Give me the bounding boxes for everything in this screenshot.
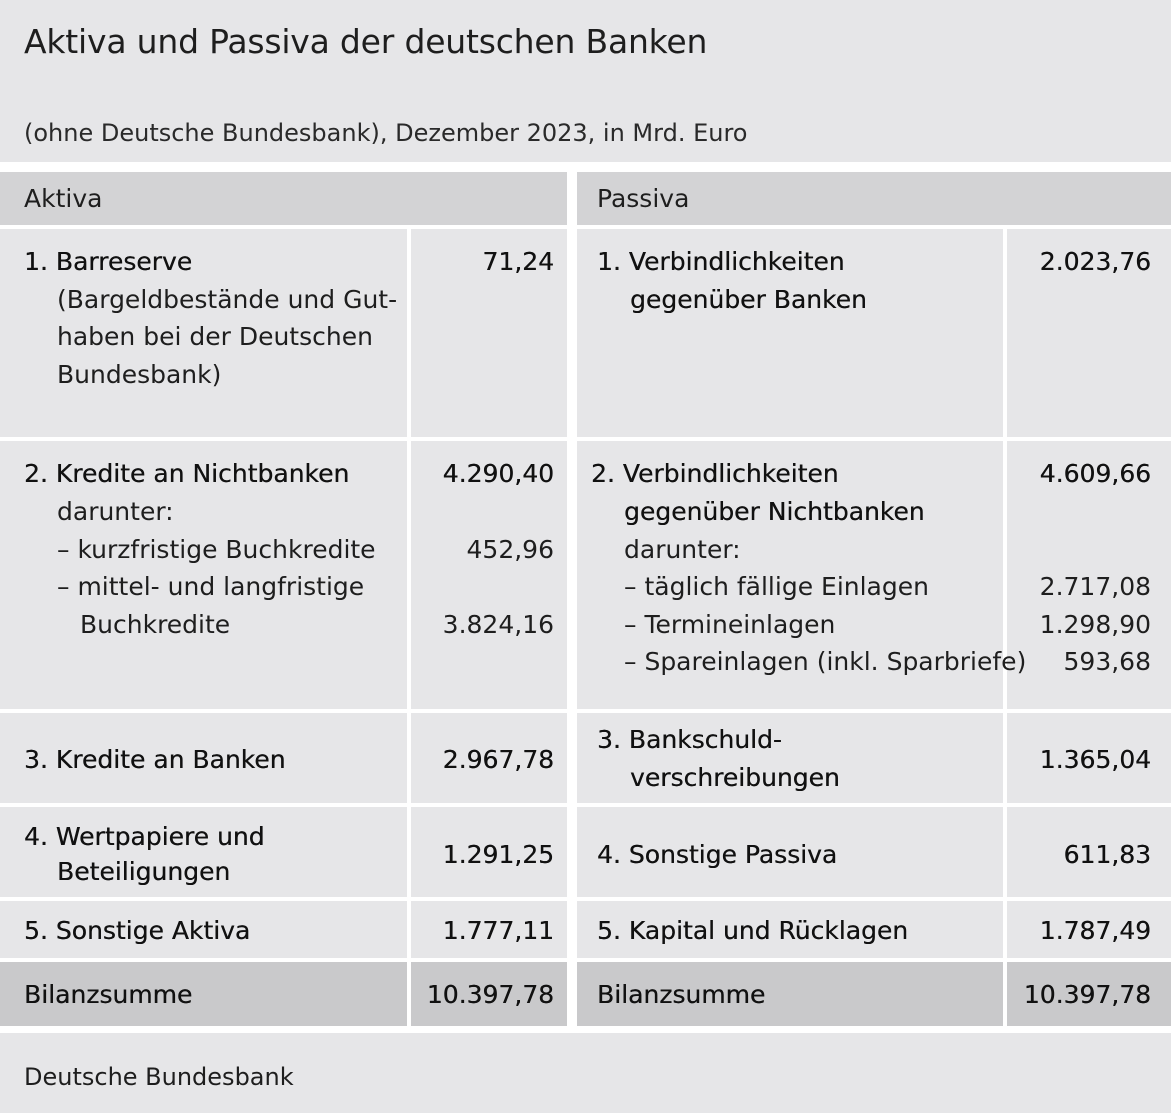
aktiva-item-sub: darunter: — [57, 497, 174, 526]
passiva-item-label: 3. Bankschuld- — [597, 725, 782, 754]
source-note: Deutsche Bundesbank — [24, 1063, 294, 1091]
passiva-item-label: gegenüber Nichtbanken — [624, 497, 925, 526]
aktiva-item-label: 2. Kredite an Nichtbanken — [24, 459, 350, 488]
passiva-item-label: gegenüber Banken — [630, 285, 867, 314]
aktiva-item-label: Beteiligungen — [57, 857, 231, 886]
aktiva-item-subvalue: 452,96 — [466, 535, 554, 564]
passiva-item-label: 2. Verbindlichkeiten — [591, 459, 839, 488]
passiva-item-value: 611,83 — [1063, 840, 1151, 869]
aktiva-item-sub: Buchkredite — [80, 610, 231, 639]
passiva-item-label: 1. Verbindlichkeiten — [597, 247, 845, 276]
aktiva-item-label: 4. Wertpapiere und — [24, 822, 265, 851]
passiva-item-label: 4. Sonstige Passiva — [597, 840, 838, 869]
passiva-item-value: 1.787,49 — [1039, 916, 1151, 945]
aktiva-item-label: 3. Kredite an Banken — [24, 745, 286, 774]
passiva-header: Passiva — [597, 184, 690, 213]
passiva-total-label: Bilanzsumme — [597, 980, 766, 1009]
passiva-item-sub: – Termineinlagen — [624, 610, 836, 639]
aktiva-item-value: 1.291,25 — [442, 840, 554, 869]
aktiva-item-label: 5. Sonstige Aktiva — [24, 916, 251, 945]
aktiva-item-sub: – kurzfristige Buchkredite — [57, 535, 376, 564]
aktiva-header: Aktiva — [24, 184, 103, 213]
aktiva-item-label: 1. Barreserve — [24, 247, 193, 276]
aktiva-item-value: 4.290,40 — [442, 459, 554, 488]
aktiva-item-sub: haben bei der Deutschen — [57, 322, 373, 351]
passiva-total-value: 10.397,78 — [1023, 980, 1151, 1009]
passiva-item-sub: darunter: — [624, 535, 741, 564]
passiva-item-value: 1.365,04 — [1039, 745, 1151, 774]
passiva-item-subvalue: 1.298,90 — [1039, 610, 1151, 639]
page-subtitle: (ohne Deutsche Bundesbank), Dezember 2023, in Mrd. Euro — [24, 119, 748, 147]
aktiva-item-sub: (Bargeldbestände und Gut- — [57, 285, 398, 314]
passiva-item-label: 5. Kapital und Rücklagen — [597, 916, 909, 945]
aktiva-item-sub: – mittel- und langfristige — [57, 572, 365, 601]
passiva-item-subvalue: 2.717,08 — [1039, 572, 1151, 601]
aktiva-total-label: Bilanzsumme — [24, 980, 193, 1009]
passiva-item-label: verschreibungen — [630, 763, 840, 792]
passiva-item-value: 2.023,76 — [1039, 247, 1151, 276]
passiva-item-sub: – täglich fällige Einlagen — [624, 572, 929, 601]
passiva-item-subvalue: 593,68 — [1063, 647, 1151, 676]
aktiva-item-value: 1.777,11 — [442, 916, 554, 945]
aktiva-total-value: 10.397,78 — [426, 980, 554, 1009]
aktiva-item-value: 71,24 — [482, 247, 554, 276]
aktiva-item-sub: Bundesbank) — [57, 360, 222, 389]
passiva-item-value: 4.609,66 — [1039, 459, 1151, 488]
aktiva-item-value: 2.967,78 — [442, 745, 554, 774]
passiva-item-sub: – Spareinlagen (inkl. Sparbriefe) — [624, 647, 1027, 676]
aktiva-item-subvalue: 3.824,16 — [442, 610, 554, 639]
page-title: Aktiva und Passiva der deutschen Banken — [24, 22, 708, 61]
